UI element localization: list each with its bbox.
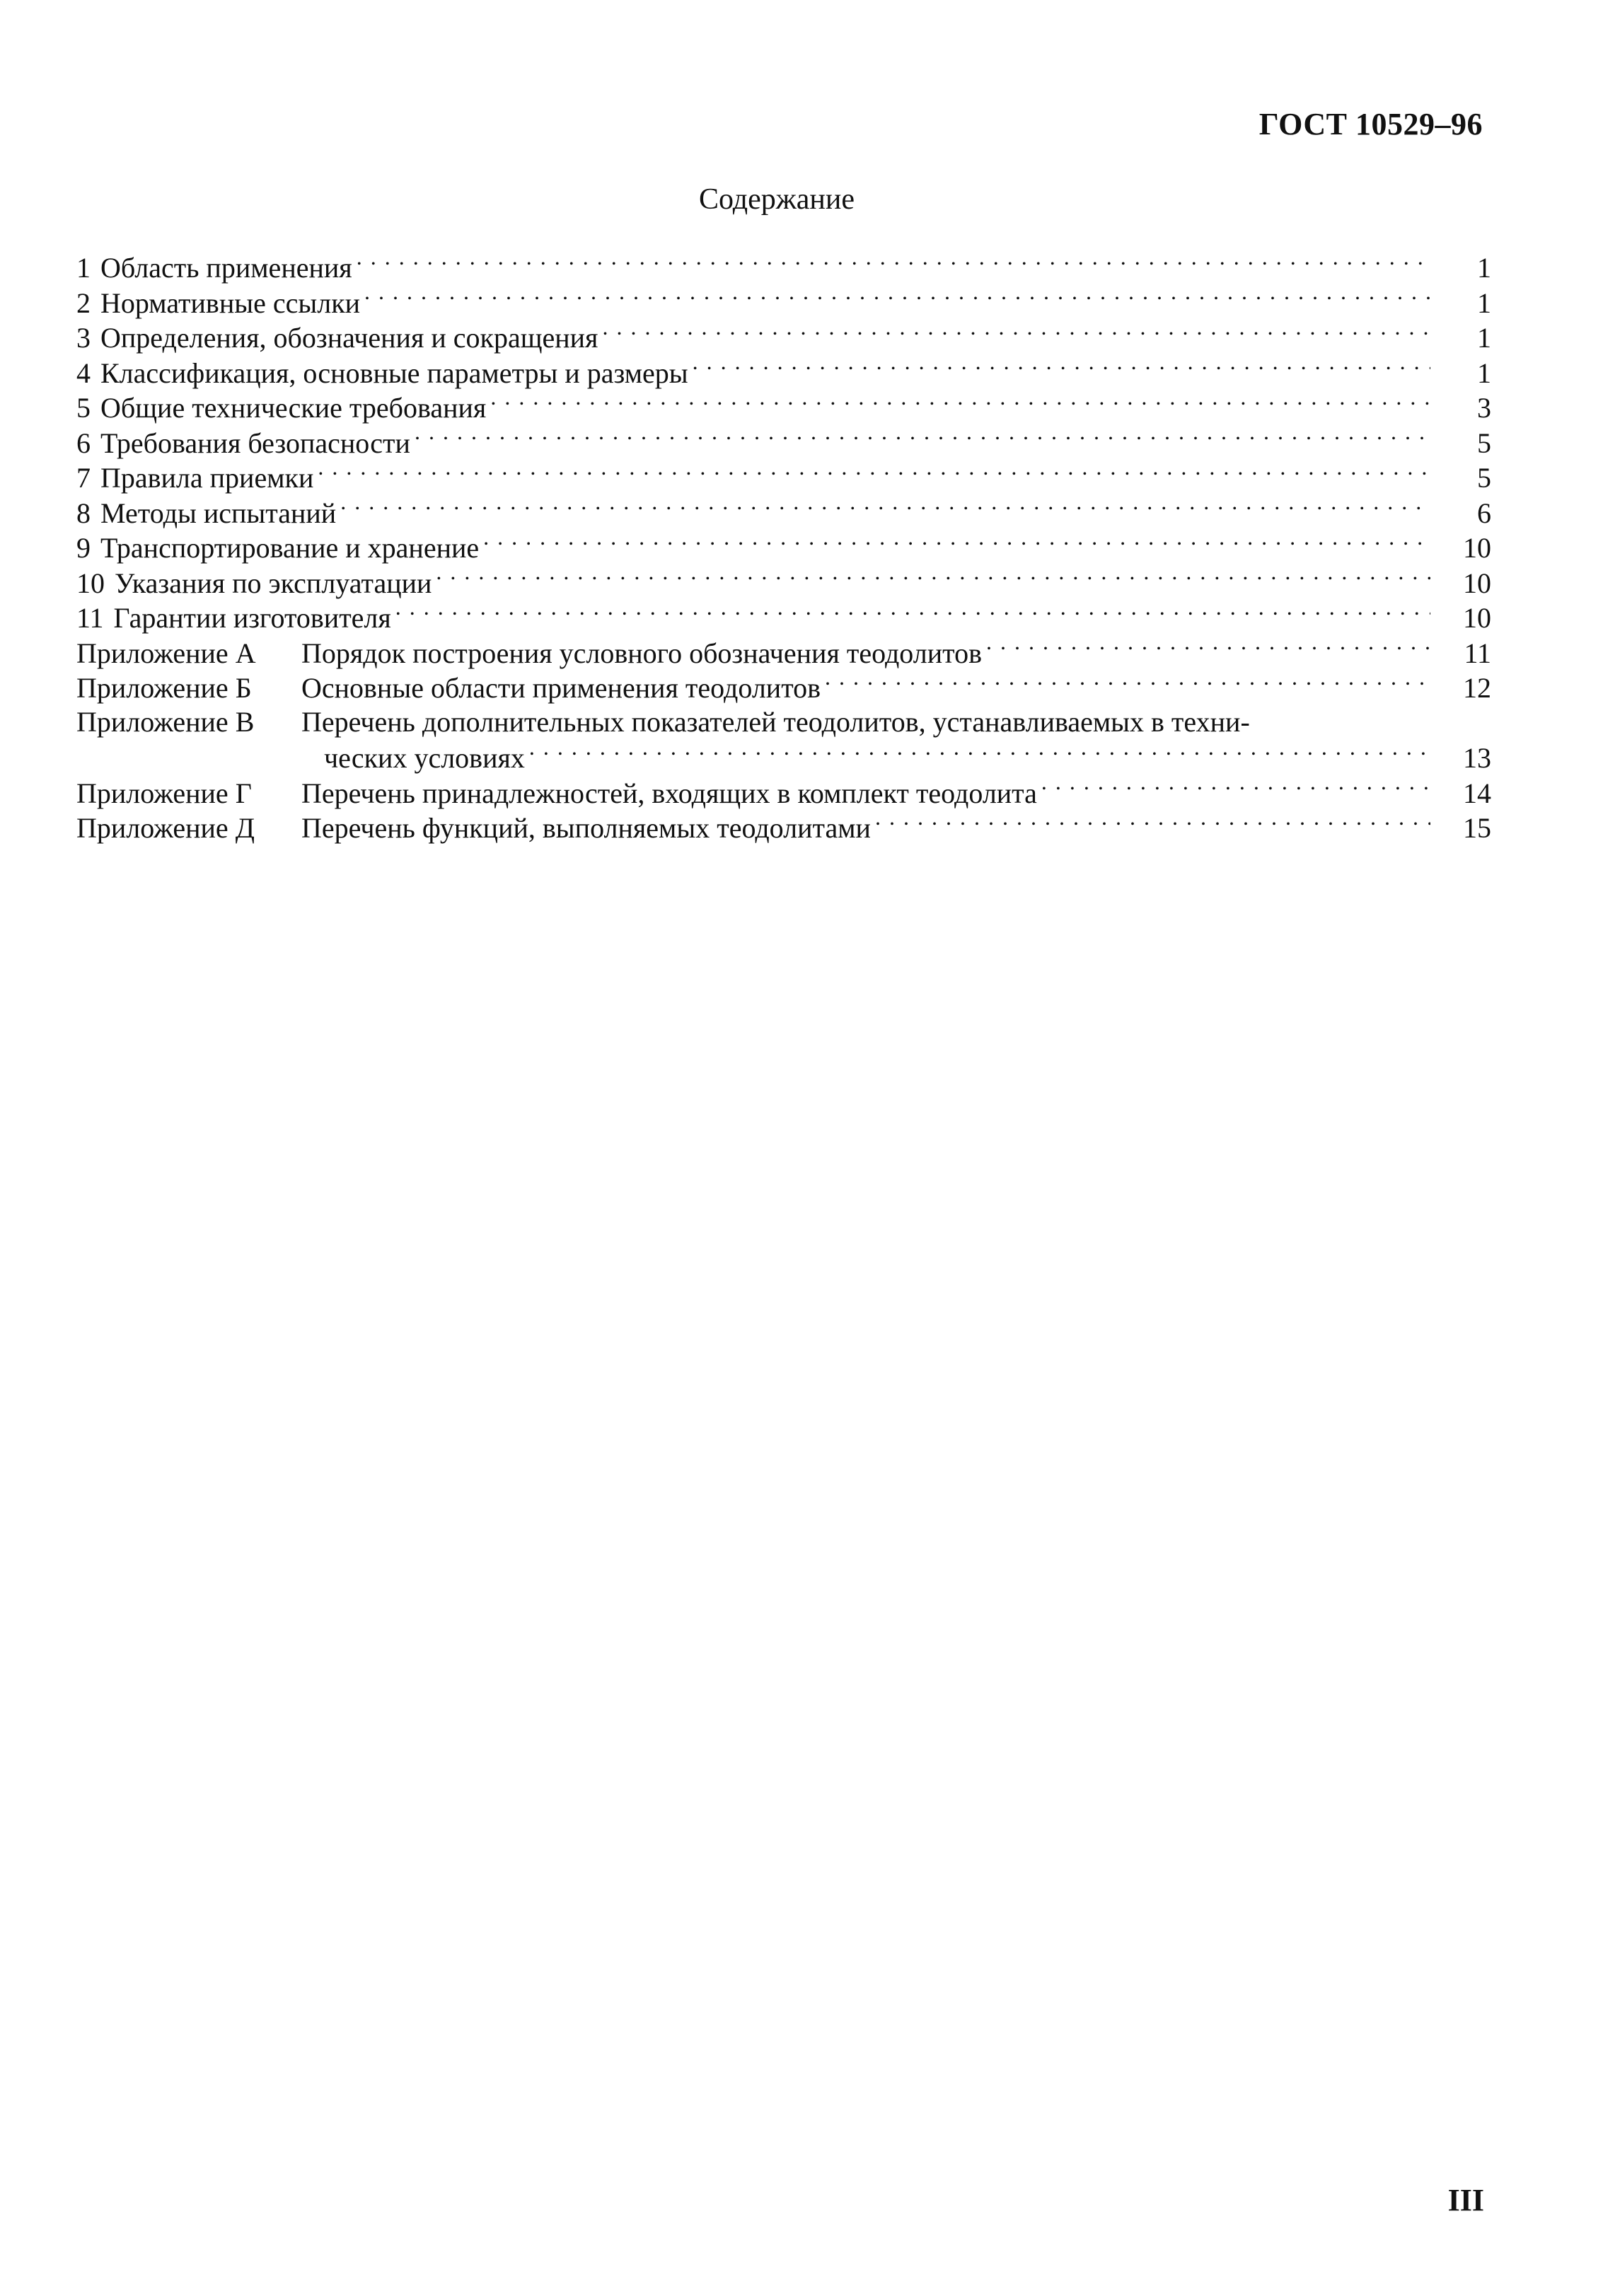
toc-entry-label: Транспортирование и хранение	[100, 532, 480, 564]
toc-entry-number: 7	[76, 462, 91, 494]
toc-entry-label: Указания по эксплуатации	[115, 567, 432, 599]
toc-entry-label: Правила приемки	[100, 462, 314, 494]
toc-annex-label: Перечень принадлежностей, входящих в комплект теодолита	[301, 777, 1037, 809]
toc-annex-prefix: Приложение В	[76, 705, 255, 738]
toc-annex-page: 13	[1463, 742, 1491, 774]
toc-entry-number: 11	[76, 602, 104, 634]
document-header-code: ГОСТ 10529–96	[1258, 107, 1483, 141]
toc-entry-page: 10	[1463, 602, 1491, 634]
toc-entry-3[interactable]	[76, 319, 1491, 354]
toc-entry-9[interactable]	[76, 529, 1491, 564]
toc-annex-a[interactable]	[76, 634, 1491, 670]
toc-annex-g[interactable]	[76, 775, 1491, 810]
toc-entry-number: 4	[76, 356, 91, 389]
toc-leader-dots	[483, 529, 1430, 557]
toc-leader-dots	[825, 669, 1430, 697]
toc-annex-d[interactable]	[76, 809, 1491, 845]
toc-entry-1[interactable]	[76, 249, 1491, 284]
toc-entry-number: 10	[76, 567, 105, 599]
toc-entry-page: 10	[1463, 532, 1491, 564]
toc-entry-page: 5	[1477, 462, 1491, 494]
toc-entry-5[interactable]	[76, 389, 1491, 424]
toc-entry-page: 10	[1463, 567, 1491, 599]
toc-entry-number: 8	[76, 497, 91, 529]
toc-entry-8[interactable]	[76, 494, 1491, 530]
toc-annex-page: 11	[1464, 637, 1491, 669]
toc-entry-label: Требования безопасности	[100, 427, 410, 459]
toc-annex-page: 15	[1463, 812, 1491, 844]
toc-entry-4[interactable]	[76, 354, 1491, 390]
toc-leader-dots	[602, 319, 1430, 347]
toc-annex-prefix: Приложение Б	[76, 672, 252, 704]
toc-entry-label: Гарантии изготовителя	[113, 602, 391, 634]
toc-entry-number: 2	[76, 286, 91, 319]
toc-entry-number: 1	[76, 252, 91, 284]
toc-entry-label: Область применения	[100, 252, 352, 284]
toc-entry-11[interactable]	[76, 599, 1491, 634]
toc-leader-dots	[395, 599, 1430, 627]
toc-leader-dots	[357, 249, 1430, 277]
toc-annex-prefix: Приложение А	[76, 637, 256, 669]
page-number: III	[1447, 2183, 1484, 2217]
toc-annex-label: Перечень дополнительных показателей теодолитов, устанавливаемых в техни-	[301, 705, 1250, 738]
toc-annex-prefix: Приложение Д	[76, 812, 255, 844]
toc-entry-page: 1	[1477, 356, 1491, 389]
toc-entry-10[interactable]	[76, 564, 1491, 600]
toc-annex-v[interactable]	[76, 705, 1491, 740]
toc-annex-prefix: Приложение Г	[76, 777, 252, 809]
toc-entry-number: 9	[76, 532, 91, 564]
toc-annex-label: Основные области применения теодолитов	[301, 672, 821, 704]
toc-entry-label: Нормативные ссылки	[100, 286, 361, 319]
toc-entry-page: 6	[1477, 497, 1491, 529]
toc-annex-label: Перечень функций, выполняемых теодолитами	[301, 812, 871, 844]
toc-annex-label: Порядок построения условного обозначения теодолитов	[301, 637, 982, 669]
toc-entry-page: 1	[1477, 322, 1491, 354]
toc-leader-dots	[1041, 775, 1430, 803]
toc-annex-v-continuation[interactable]	[76, 739, 1491, 775]
toc-entry-number: 6	[76, 427, 91, 459]
toc-entry-number: 3	[76, 322, 91, 354]
toc-title: Содержание	[698, 183, 855, 216]
toc-entry-6[interactable]	[76, 424, 1491, 460]
toc-entry-2[interactable]	[76, 284, 1491, 320]
toc-entry-page: 3	[1477, 392, 1491, 424]
toc-leader-dots	[490, 389, 1430, 417]
toc-entry-page: 1	[1477, 286, 1491, 319]
toc-annex-page: 14	[1463, 777, 1491, 809]
table-of-contents	[76, 249, 1491, 845]
toc-annex-b[interactable]	[76, 669, 1491, 705]
toc-entry-label: Методы испытаний	[100, 497, 337, 529]
toc-leader-dots	[436, 564, 1430, 593]
toc-annex-label-continuation: ческих условиях	[324, 742, 525, 774]
toc-leader-dots	[415, 424, 1430, 453]
toc-leader-dots	[875, 809, 1430, 837]
toc-leader-dots	[693, 354, 1430, 383]
toc-leader-dots	[529, 739, 1430, 767]
toc-entry-label: Классификация, основные параметры и размеры	[100, 356, 688, 389]
toc-entry-page: 1	[1477, 252, 1491, 284]
toc-entry-label: Определения, обозначения и сокращения	[100, 322, 598, 354]
toc-leader-dots	[318, 459, 1430, 487]
toc-leader-dots	[364, 284, 1430, 313]
toc-leader-dots	[986, 634, 1430, 663]
toc-annex-page: 12	[1463, 672, 1491, 704]
toc-entry-number: 5	[76, 392, 91, 424]
toc-entry-7[interactable]	[76, 459, 1491, 494]
toc-entry-page: 5	[1477, 427, 1491, 459]
toc-leader-dots	[340, 494, 1430, 523]
toc-entry-label: Общие технические требования	[100, 392, 487, 424]
